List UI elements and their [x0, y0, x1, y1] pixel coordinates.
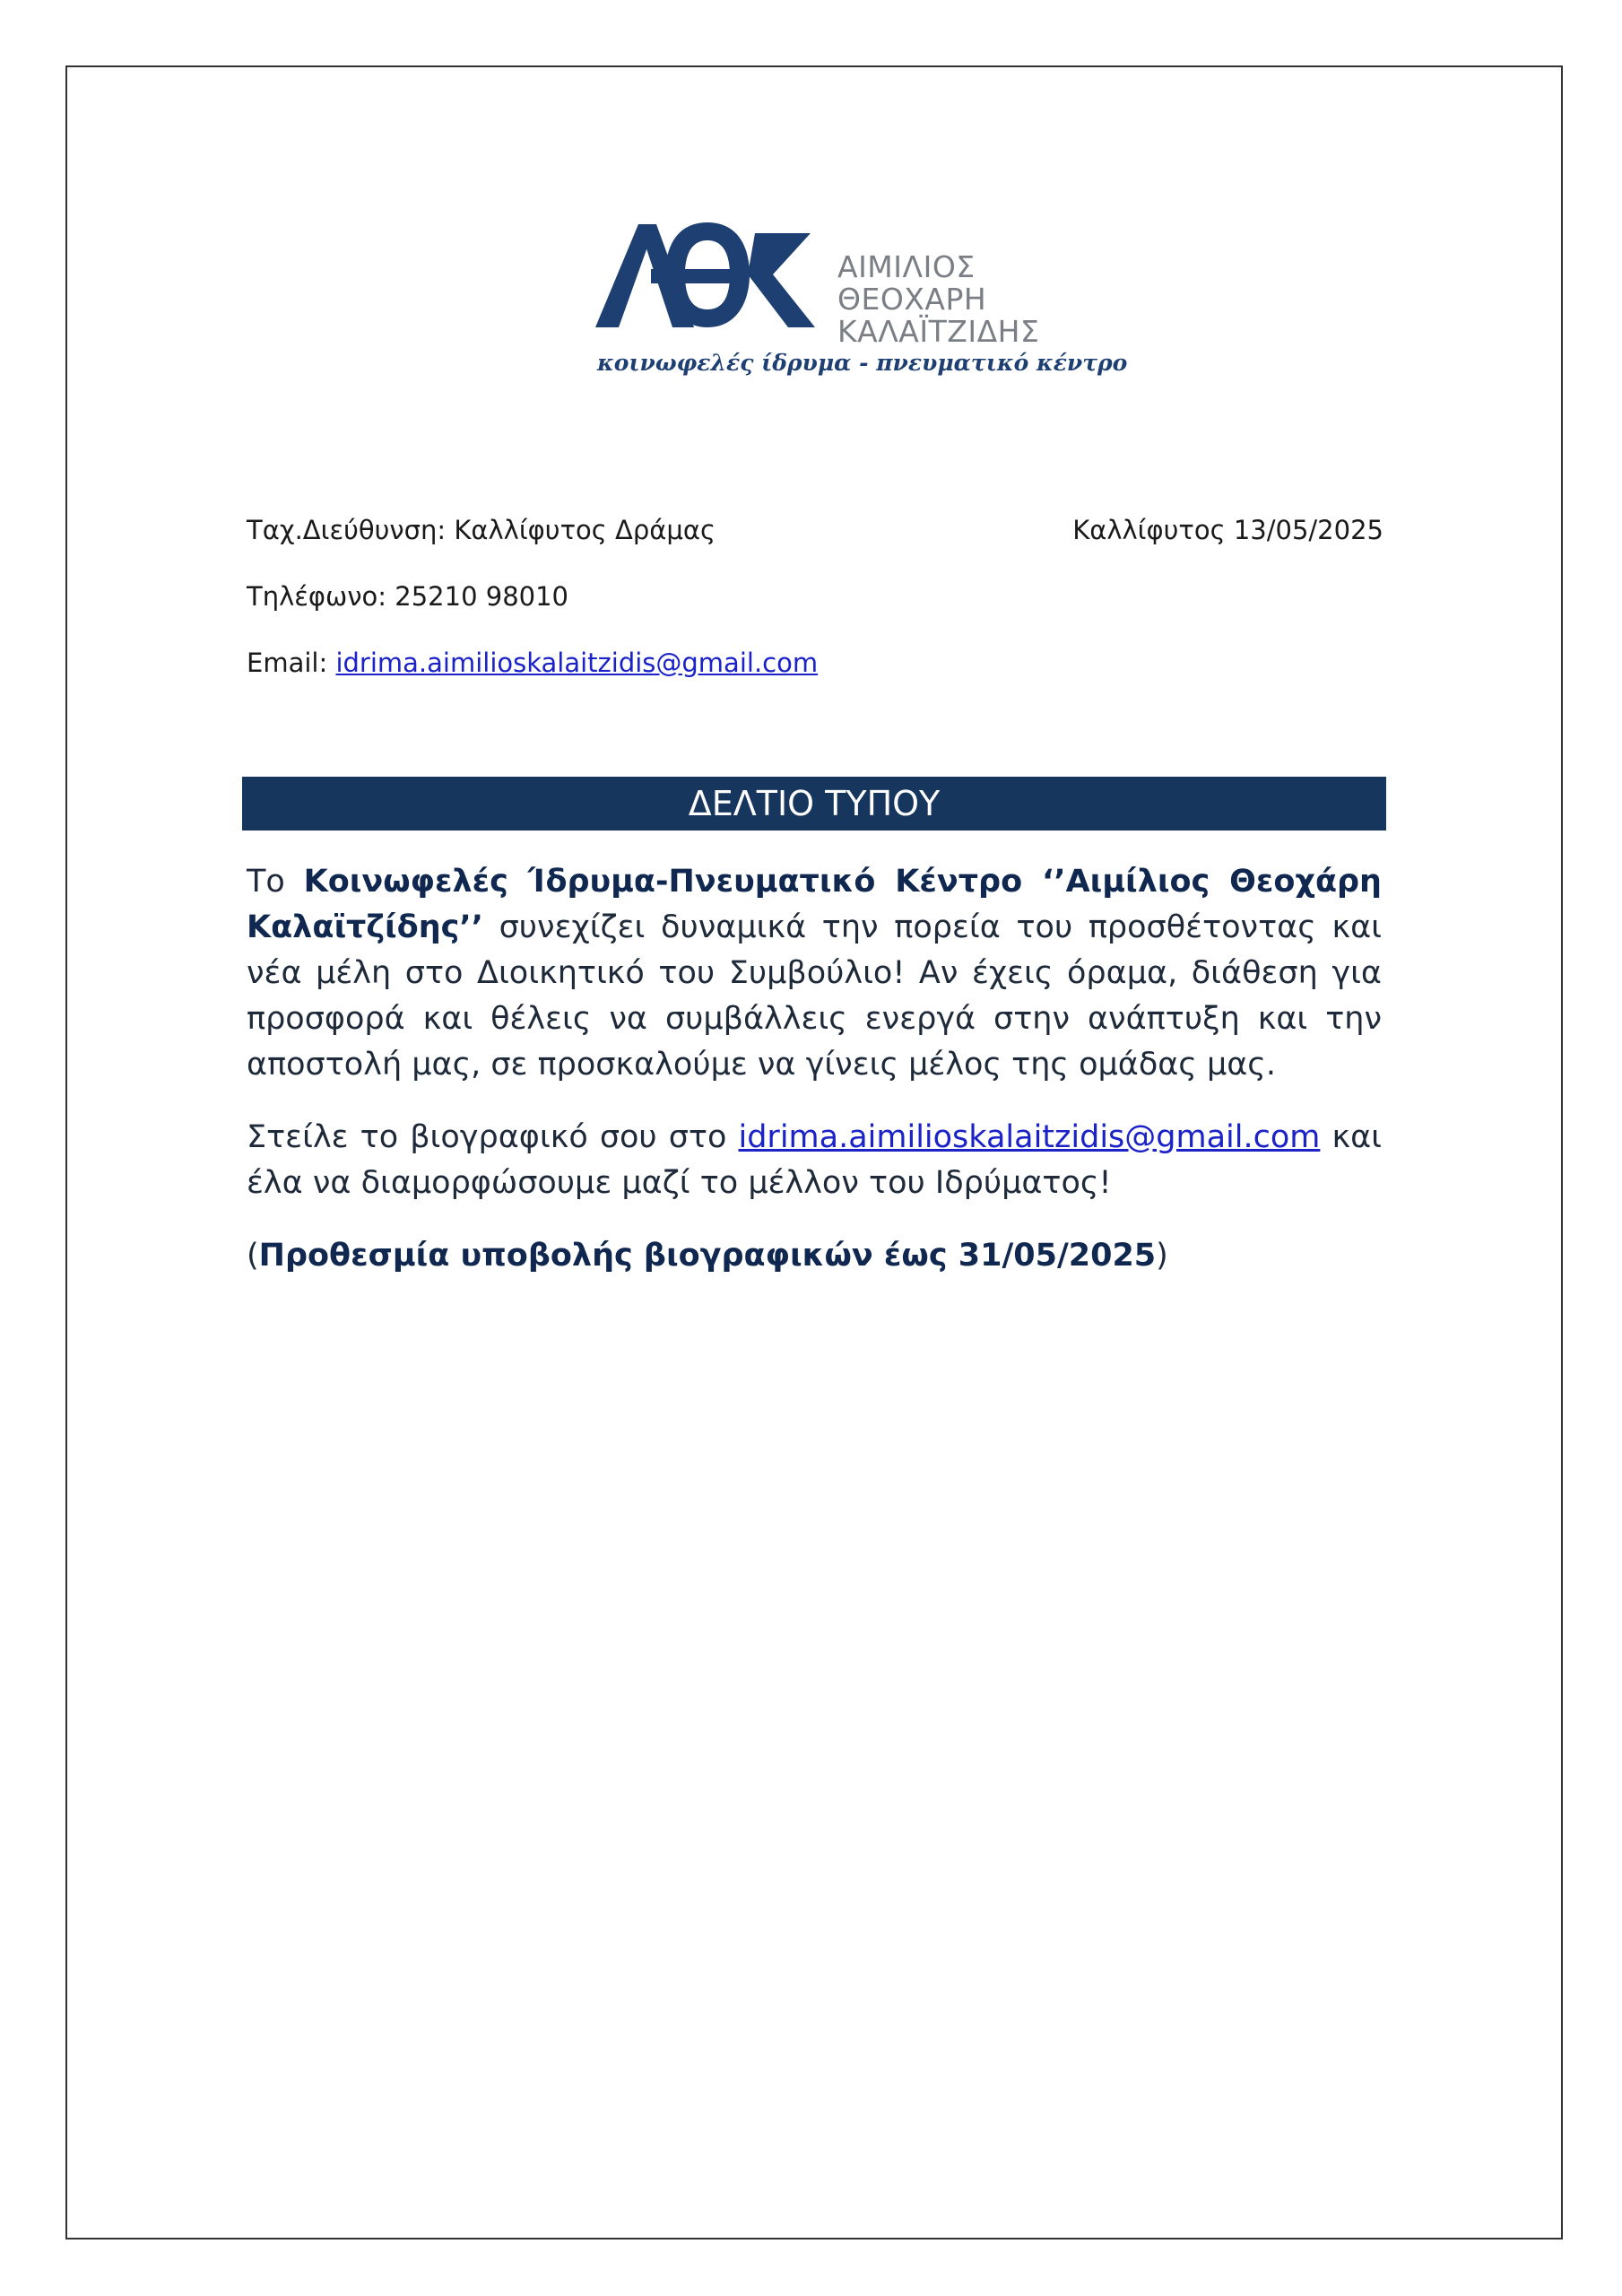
- document-date: Καλλίφυτος 13/05/2025: [1072, 515, 1383, 545]
- cv-email-link[interactable]: idrima.aimilioskalaitzidis@gmail.com: [738, 1119, 1321, 1155]
- paragraph-cv-request: [247, 1115, 1382, 1206]
- phone-value: 25210 98010: [395, 581, 569, 612]
- logo-letter-kappa: [748, 233, 815, 327]
- deadline-open-paren: (: [247, 1238, 259, 1274]
- address-value: Καλλίφυτος Δράμας: [454, 515, 716, 545]
- phone-line: [247, 581, 568, 612]
- ath-monogram-logo-icon: [595, 215, 828, 332]
- document-title: ΔΕΛΤΙΟ ΤΥΠΟΥ: [242, 777, 1386, 831]
- foundation-logo: [595, 215, 1128, 395]
- paragraph1-lead: Το: [247, 864, 285, 900]
- logo-name-line-2: ΘΕΟΧΑΡΗ: [837, 282, 987, 317]
- email-link[interactable]: idrima.aimilioskalaitzidis@gmail.com: [335, 648, 819, 678]
- logo-name-line-1: ΑΙΜΙΛΙΟΣ: [837, 249, 976, 284]
- logo-name-line-3: ΚΑΛΑΪΤΖΙΔΗΣ: [837, 314, 1040, 349]
- paragraph2-after: και έλα να διαμορφώσουμε μαζί το μέλλον του Ιδρύματος!: [247, 1119, 1382, 1201]
- paragraph2-before: Στείλε το βιογραφικό σου στο: [247, 1119, 727, 1155]
- email-label: Email:: [247, 648, 328, 678]
- deadline-note: [247, 1233, 1382, 1279]
- deadline-close-paren: ): [1156, 1238, 1168, 1274]
- address-label: Ταχ.Διεύθυνση:: [247, 515, 447, 545]
- logo-tagline: κοινωφελές ίδρυμα - πνευματικό κέντρο: [597, 350, 1128, 376]
- foundation-name: Κοινωφελές Ίδρυμα-Πνευματικό Κέντρο ‘’Αιμίλιος Θεοχάρη Καλαϊτζίδης’’: [247, 864, 1382, 945]
- deadline-text: Προθεσμία υποβολής βιογραφικών έως 31/05/2025: [258, 1238, 1157, 1274]
- paragraph-announcement: [247, 859, 1382, 1088]
- paragraph1-body: συνεχίζει δυναμικά την πορεία του προσθέτοντας και νέα μέλη στο Διοικητικό του Συμβούλιο! Αν έχεις όραμα, διάθεση για προσφορά και θέλεις να συμβάλλεις ενεργά στην ανάπτυξη και την αποστολή μας, σε προσκαλούμε να γίνεις μέλος της ομάδας μας.: [247, 909, 1382, 1083]
- address-line: [247, 515, 716, 545]
- logo-theta-bar: [651, 269, 744, 283]
- email-line: [247, 648, 818, 678]
- phone-label: Τηλέφωνο:: [247, 581, 387, 612]
- logo-wordmark: [837, 251, 1039, 348]
